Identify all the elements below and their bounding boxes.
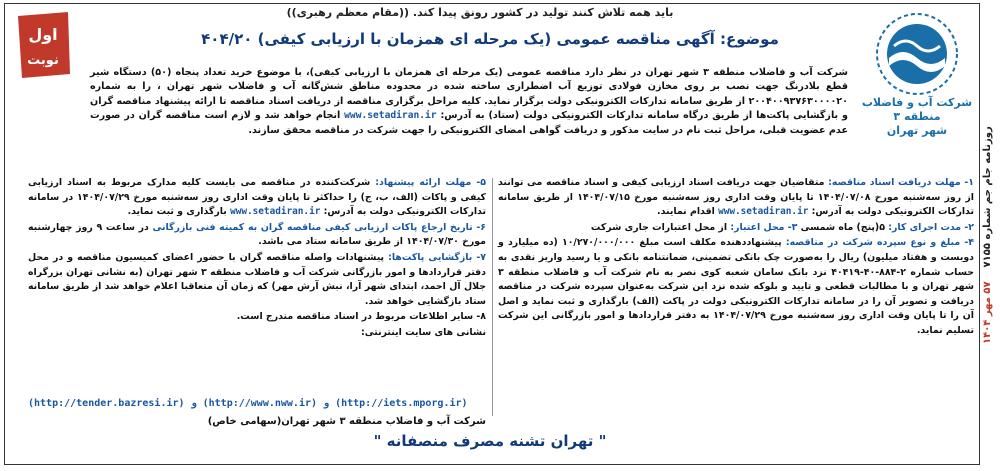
item-8-text: ۸- سایر اطلاعات مربوط در اسناد مناقصه مندرج است. — [236, 311, 486, 323]
item-6-label: ۶- تاریخ ارجاع پاکات ارزیابی کیفی مناقصه گران به کمیته فنی بازرگانی — [152, 221, 487, 233]
item-5 — [28, 176, 486, 220]
company-signature: شرکت آب و فاضلاب منطقه ۳ شهر تهران(سهامی خاص) — [207, 416, 486, 427]
item-4 — [498, 236, 974, 338]
item-5-label: ۵- مهلت ارائه پیشنهاد: — [375, 177, 487, 188]
newspaper-side-label — [982, 10, 998, 460]
item-4-label: ۴- مبلغ و نوع سپرده شرکت در مناقصه: — [785, 237, 974, 249]
leader-slogan: باید همه تلاش کنند تولید در کشور رونق پیدا کند. ((مقام معظم رهبری)) — [286, 6, 674, 19]
item-5-text: شرکت‌کننده در مناقصه می بایست کلیه مدارک مربوط به اسناد ارزیابی کیفی و پاکات (الف، ب، ج) را حداکثر تا پایان وقت اداری روز سه‌شنبه مورخ ۱۴۰۴/۰۷/۲۹ در سامانه تدارکات الکترونیکی دولت به آدرس: — [28, 177, 487, 218]
item-6-text: در ساعت ۹ روز چهارشنبه مورخ ۱۴۰۴/۰۷/۳۰ از طریق سامانه ستاد می باشد. — [28, 221, 486, 248]
intro-line: شرکت آب و فاضلاب منطقه ۳ شهر تهران در نظر دارد مناقصه عمومی (یک مرحله ای همزمان با ارزیابی کیفی)، با موضوع خرید تعداد پنجاه (۵۰) دستگاه شیر قطع — [90, 67, 848, 93]
logo-caption — [858, 96, 976, 138]
announcement-title: موضوع: آگهی مناقصه عمومی (یک مرحله ای همزمان با ارزیابی کیفی) ۴۰۴/۲۰ — [201, 30, 779, 48]
terms-right-column — [498, 176, 974, 340]
stamp-line1: اول — [28, 25, 58, 44]
newspaper-date: ۵۷ مهر ۱۴۰۴ — [982, 281, 993, 344]
terms-left-column — [28, 176, 486, 342]
intro-line: از طریق سامانه تدارکات الکترونیکی دولت برگزار نماید. کلیه مراحل برگزاری مناقصه از دریافت اسناد مناقصه تا ارائه پیشنهاد مناقصه گران و بازگشایی پاکت‌ها از طریق — [90, 95, 849, 122]
intro-line: بلادرنگ جهت نصب بر روی مخازن فولادی توزیع آب اضطراری ساخته شده در محدوده مناطق شش‌گانه آب و فاضلاب شهر تهران ، را به شماره ۲۰۰۴۰۰۹۳۷۶۳۰۰۰۰۲۰ — [90, 81, 849, 107]
item-1-text: متقاضیان جهت دریافت اسناد ارزیابی کیفی و اسناد مناقصه می توانند از روز سه‌شنبه مورخ ۱۴۰۴/۰۷/۰۸ تا پایان وقت اداری روز سه‌شنبه مورخ ۱۴۰۴/۰۷/۱۵ از طریق سامانه تدارکات الکترونیکی دولت به آدرس: — [498, 177, 974, 218]
column-divider — [492, 178, 493, 416]
intro-line: انجام خواهد شد و لازم است مناقصه گران در صورت عدم عضویت قبلی، مراحل ثبت نام — [90, 110, 848, 136]
website-links[interactable]: (http://tender.bazresi.ir) و (http://www.nww.ir) و (http://iets.mporg.ir) — [28, 398, 468, 409]
logo-region: منطقه ۳ — [893, 110, 941, 123]
item-1 — [498, 176, 974, 220]
item-1-url[interactable]: www.setadiran.ir — [718, 206, 809, 218]
intro-paragraph — [90, 66, 848, 138]
sites-heading — [28, 326, 486, 341]
item-6 — [28, 221, 486, 250]
item-3-text: از محل اعتبارات جاری شرکت — [590, 221, 728, 233]
logo-city: شهر تهران — [886, 124, 948, 137]
item-2-text: ۵(پنج) ماه شمسی — [800, 221, 885, 233]
setad-link[interactable]: www.setadiran.ir — [344, 110, 437, 122]
item-1-end: اقدام نمایند. — [657, 206, 715, 218]
item-4-text: پیشنهاددهنده مکلف است مبلغ ۱۰/۲۷۰/۰۰۰/۰۰۰ (ده میلیارد و دویست و هفتاد میلیون) ریال را به‌صورت چک بانکی تضمینی، ضمانتنامه بانکی و یا رسید واریز نقدی به حساب شماره ۲-۸۸۴-۴۰-۴۰۴۱۹ نزد بانک سامان شعبه کوی نصر به نام شرکت آب و فاضلاب منطقه ۳ شهر تهران و با مطالبات قطعی و تایید و بلوکه شده نزد این شرکت به‌عنوان سپرده شرکت در مناقصه دریافت و تصویر آن را در سامانه تدارکات الکترونیکی دولت در پاکت (الف) بارگذاری و ثبت نماید و اصل آن را تا پایان وقت اداری روز سه‌شنبه مورخ ۱۴۰۴/۰۷/۲۹ به دفتر قراردادها و امور بازرگانی این شرکت تسلیم نماید. — [498, 237, 974, 336]
item-3-label: ۳- محل اعتبار: — [730, 221, 798, 233]
item-8 — [28, 310, 486, 325]
stamp-line2: نوبت — [27, 53, 59, 68]
item-2-3 — [498, 221, 974, 236]
newspaper-name: روزنامه جام جم شماره ۷۱۵۵ — [982, 126, 993, 268]
item-7 — [28, 251, 486, 309]
item-7-label: ۷- بازگشایی پاکت‌ها: — [388, 251, 486, 263]
item-5-end: بارگذاری و ثبت نماید. — [127, 206, 227, 218]
footer-slogan: " تهران تشنه مصرف منصفانه " — [373, 432, 607, 450]
item-1-label: ۱- مهلت دریافت اسناد مناقصه: — [828, 177, 974, 188]
intro-line: درگاه سامانه تدارکات الکترونیکی دولت (ستاد) به آدرس: — [440, 110, 709, 122]
logo-company-name: شرکت آب و فاضلاب — [861, 96, 973, 109]
first-notice-stamp — [12, 8, 74, 82]
item-7-text: پیشنهادات واصله مناقصه گران با حضور اعضای کمیسیون مناقصه و در محل دفتر قراردادها و امور بازرگانی شرکت آب و فاضلاب منطقه ۳ شهر تهران (به نشانی تهران بزرگراه جلال آل احمد، ابتدای شهر آرا، نبش آرش مهر) که زمان آن متعاقبا اعلام خواهد شد از طریق سامانه ستاد بازگشایی خواهد شد. — [28, 251, 486, 307]
sites-label: نشانی های سایت اینترنتی: — [361, 326, 486, 338]
item-5-url[interactable]: www.setadiran.ir — [230, 206, 321, 218]
intro-line: در سایت مذکور و دریافت گواهی امضای الکترونیکی را جهت شرکت در مناقصه محقق سازند. — [248, 124, 683, 136]
item-2-label: ۲- مدت اجرای کار: — [888, 221, 974, 233]
